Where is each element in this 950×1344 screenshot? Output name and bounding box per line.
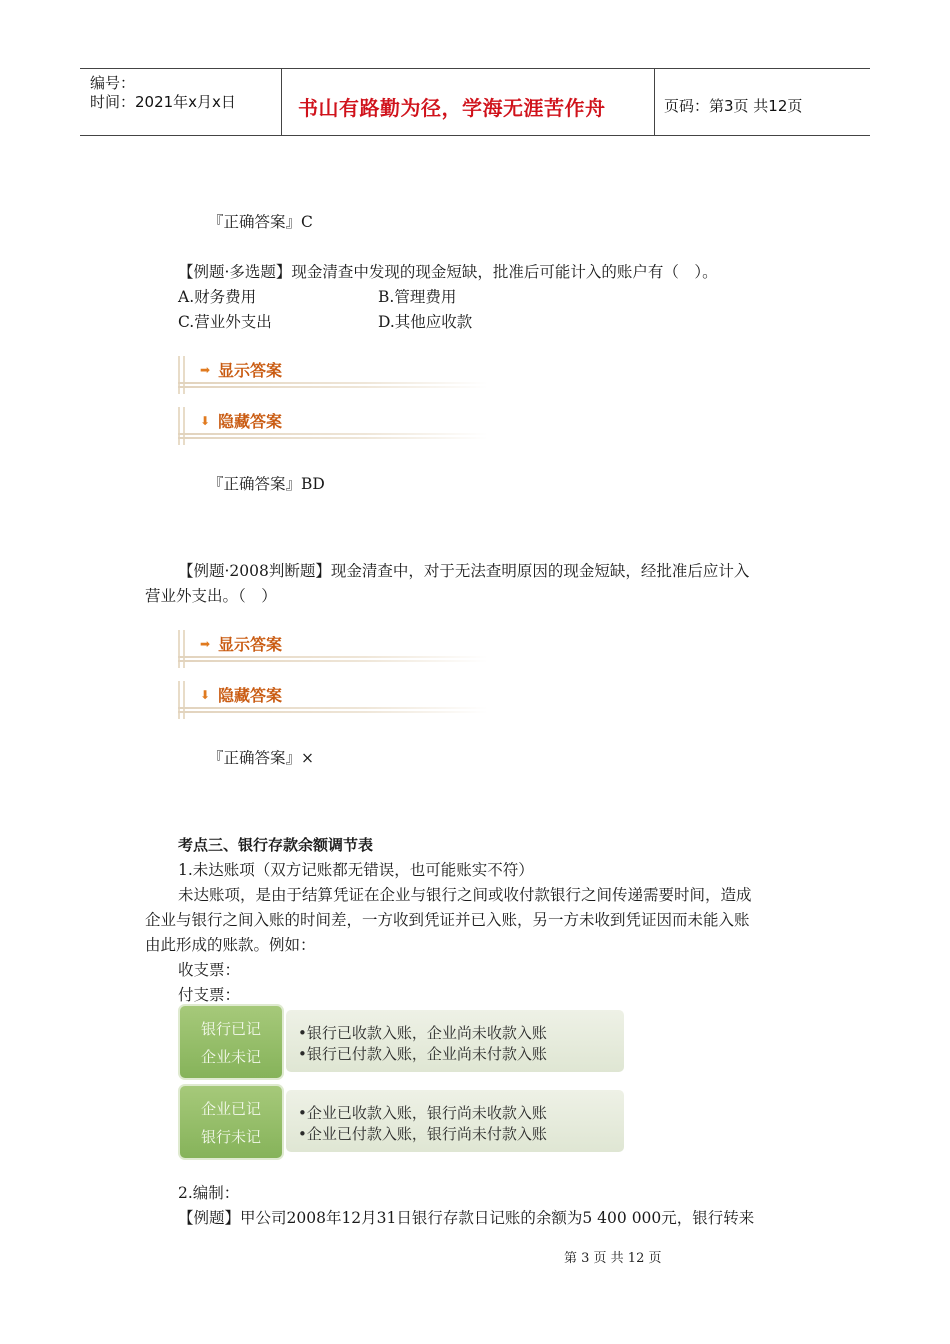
show-answer-label: 显示答案 [218,635,283,654]
header-motto: 书山有路勤为径，学海无涯苦作舟 [298,96,606,120]
diagram-content-box [286,1090,624,1152]
pay-check-label: 付支票： [178,986,241,1004]
q2-option-d: D.其他应收款 [378,313,473,331]
diagram-label-line: 企业已记 [200,1100,261,1118]
question-3-line-1: 【例题·2008判断题】现金清查中，对于无法查明原因的现金短缺，经批准后应计入 [178,562,750,580]
diagram-row-bank-recorded [178,1004,624,1080]
header-page-info: 页码：第3页 共12页 [664,97,803,115]
question-3-line-2: 营业外支出。（ ） [145,587,277,605]
answer-2: 『正确答案』BD [208,475,325,493]
q2-option-b: B.管理费用 [378,288,457,306]
header-top-border [80,68,870,69]
diagram-label-box [178,1084,284,1160]
diagram-label-line: 银行已记 [200,1020,261,1038]
arrow-right-icon: ➡ [200,637,211,651]
diagram-content-box [286,1010,624,1072]
paragraph-1-line-1: 未达账项，是由于结算凭证在企业与银行之间或收付款银行之间传递需要时间，造成 [178,886,752,904]
header-divider-left [281,68,282,136]
hide-answer-label: 隐藏答案 [218,412,283,431]
page-footer: 第 3 页 共 12 页 [564,1251,662,1266]
diagram-content-line: •银行已收款入账，企业尚未收款入账 [298,1024,547,1042]
diagram-label-line: 银行未记 [200,1128,261,1146]
item-1-heading: 1.未达账项（双方记账都无错误，也可能账实不符） [178,861,534,879]
show-answer-label: 显示答案 [218,361,283,380]
q2-option-c: C.营业外支出 [178,313,272,331]
diagram-content-line: •企业已收款入账，银行尚未收款入账 [298,1104,547,1122]
show-answer-button-2[interactable] [178,630,488,668]
header-divider-right [654,68,655,136]
answer-1: 『正确答案』C [208,213,313,231]
item-2-heading: 2.编制： [178,1184,240,1202]
paragraph-1-line-2: 企业与银行之间入账的时间差，一方收到凭证并已入账，另一方未收到凭证因而未能入账 [145,911,750,929]
hide-answer-button-1[interactable] [178,407,488,445]
show-answer-button-1[interactable] [178,356,488,394]
diagram-label-box [178,1004,284,1080]
diagram-content-line: •银行已付款入账，企业尚未付款入账 [298,1045,547,1063]
receive-check-label: 收支票： [178,961,241,979]
example-line: 【例题】甲公司2008年12月31日银行存款日记账的余额为5 400 000元，银行转来 [178,1209,755,1227]
answer-3: 『正确答案』× [208,749,314,767]
header-date-label: 时间：2021年x月x日 [90,93,236,111]
diagram-row-company-recorded [178,1084,624,1160]
diagram-label-line: 企业未记 [200,1048,261,1066]
q2-option-a: A.财务费用 [178,288,257,306]
diagram-content-line: •企业已付款入账，银行尚未付款入账 [298,1125,547,1143]
arrow-right-icon: ➡ [200,363,211,377]
hide-answer-button-2[interactable] [178,681,488,719]
paragraph-1-line-3: 由此形成的账款。例如： [145,936,316,954]
section-title: 考点三、银行存款余额调节表 [178,836,374,854]
arrow-down-icon: ⬇ [200,414,211,428]
header-bottom-border [80,135,870,136]
header-number-label: 编号： [90,74,136,92]
hide-answer-label: 隐藏答案 [218,686,283,705]
arrow-down-icon: ⬇ [200,688,211,702]
question-2-title: 【例题·多选题】现金清查中发现的现金短缺，批准后可能计入的账户有（ ）。 [178,263,718,281]
